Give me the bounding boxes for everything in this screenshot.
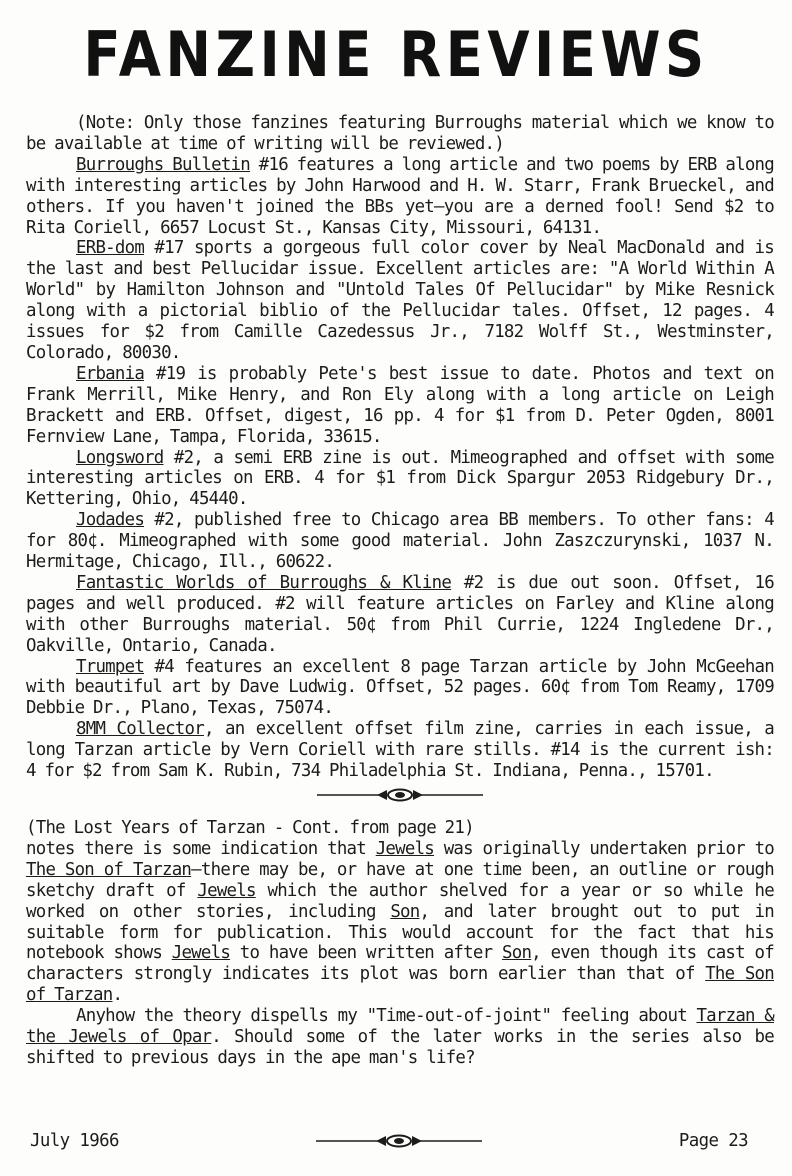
review-longsword: Longsword #2, a semi ERB zine is out. Mimeographed and offset with some interesting articles on ERB. 4 for $1 from Dick Spargur 2053 Ridgebury Dr., Kettering, Ohio, 45440.	[26, 447, 774, 510]
page-number: Page 23	[678, 1131, 748, 1151]
zine-title: Erbania	[76, 363, 145, 384]
intro-note: (Note: Only those fanzines featuring Burroughs material which we know to be available at time of writing will be reviewed.)	[26, 113, 774, 154]
review-8mm-collector: 8MM Collector, an excellent offset film zine, carries in each issue, a long Tarzan article by Vern Coriell with rare stills. #14 is the current ish: 4 for $2 from Sam K. Rubin, 734 Philadelphia St. Indiana, Penna., 15701.	[26, 719, 774, 782]
page-title: FANZINE REVIEWS	[83, 18, 709, 91]
review-erb-dom: ERB-dom #17 sports a gorgeous full color cover by Neal MacDonald and is the last and best Pellucidar issue. Excellent articles are: "A World Within A World" by Hamilton Johnson and "Untold Tales Of Pellucidar" by Mike Resnick along with a pictorial biblio of the Pellucidar tales. Offset, 12 pages. 4 issues for $2 from Camille Cazedessus Jr., 7182 Wolff St., Westminster, Colorado, 80030.	[26, 238, 774, 363]
reviews-column	[26, 113, 774, 1069]
review-trumpet: Trumpet #4 features an excellent 8 page Tarzan article by John McGeehan with beautiful art by Dave Ludwig. Offset, 52 pages. 60¢ from Tom Reamy, 1709 Debbie Dr., Plano, Texas, 75074.	[26, 656, 774, 719]
footer-divider-ornament	[314, 1134, 484, 1148]
zine-title: Burroughs Bulletin	[76, 154, 250, 175]
zine-title: Trumpet	[76, 656, 145, 677]
zine-title: ERB-dom	[76, 238, 145, 259]
zine-title: Jodades	[76, 510, 145, 531]
continued-paragraph: notes there is some indication that Jewels was originally undertaken prior to The Son of Tarzan—there may be, or have at one time been, an outline or rough sketchy draft of Jewels which the author shelved for a year or so while he worked on other stories, including Son, and later brought out to put in suitable form for publication. This would account for the fact that his notebook shows Jewels to have been written after Son, even though its cast of characters strongly indicates its plot was born earlier than that of The Son of Tarzan.	[26, 838, 775, 1006]
zine-title: Longsword	[76, 447, 164, 468]
review-burroughs-bulletin: Burroughs Bulletin #16 features a long article and two poems by ERB along with interesting articles by John Harwood and H. W. Starr, Frank Brueckel, and others. If you haven't joined the BBs yet—you are a derned fool! Send $2 to Rita Coriell, 6657 Locust St., Kansas City, Missouri, 64131.	[26, 154, 774, 238]
continued-paragraph-2: Anyhow the theory dispells my "Time-out-of-joint" feeling about Tarzan & the Jewels of Opar. Should some of the later works in the series also be shifted to previous days in the ape man's life?	[26, 1006, 774, 1068]
zine-title: Fantastic Worlds of Burroughs & Kline	[76, 572, 452, 593]
review-fantastic-worlds: Fantastic Worlds of Burroughs & Kline #2 is due out soon. Offset, 16 pages and well produced. #2 will feature articles on Farley and Kline along with other Burroughs material. 50¢ from Phil Currie, 1224 Ingledene Dr., Oakville, Ontario, Canada.	[26, 572, 774, 656]
page-footer	[30, 1131, 748, 1151]
continued-heading: (The Lost Years of Tarzan - Cont. from page 21)	[26, 818, 474, 838]
review-jodades: Jodades #2, published free to Chicago area BB members. To other fans: 4 for 80¢. Mimeographed with some good material. John Zaszczurynski, 1037 N. Hermitage, Chicago, Ill., 60622.	[26, 510, 774, 573]
section-divider-ornament	[315, 788, 485, 802]
issue-date: July 1966	[30, 1131, 119, 1151]
review-erbania: Erbania #19 is probably Pete's best issue to date. Photos and text on Frank Merrill, Mike Henry, and Ron Ely along with a long article on Leigh Brackett and ERB. Offset, digest, 16 pp. 4 for $1 from D. Peter Ogden, 8001 Fernview Lane, Tampa, Florida, 33615.	[26, 363, 774, 447]
zine-title: 8MM Collector	[76, 719, 204, 740]
